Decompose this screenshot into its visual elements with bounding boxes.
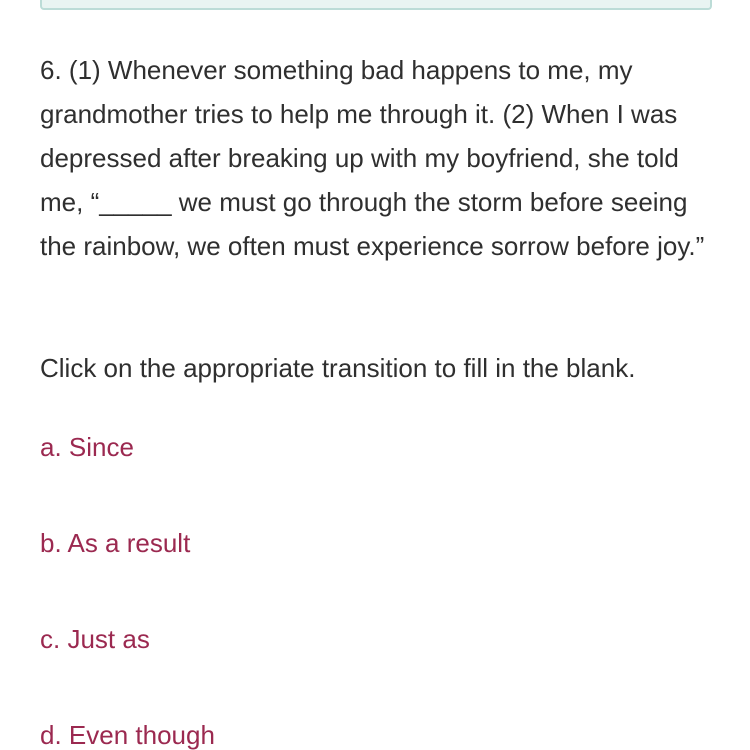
option-c[interactable]: c. Just as [40, 624, 150, 654]
question-text: 6. (1) Whenever something bad happens to me, my grandmother tries to help me through it. (2) When I was depressed after breaking up with my boyfriend, she told me, “_____ we must go through the storm before seeing the rainbow, we often must experience sorrow before joy.” [40, 55, 705, 261]
option-b[interactable]: b. As a result [40, 528, 191, 558]
option-a[interactable]: a. Since [40, 432, 134, 462]
previous-question-box [40, 0, 712, 10]
instruction-text: Click on the appropriate transition to fill in the blank. [40, 353, 636, 383]
option-d[interactable]: d. Even though [40, 720, 215, 750]
